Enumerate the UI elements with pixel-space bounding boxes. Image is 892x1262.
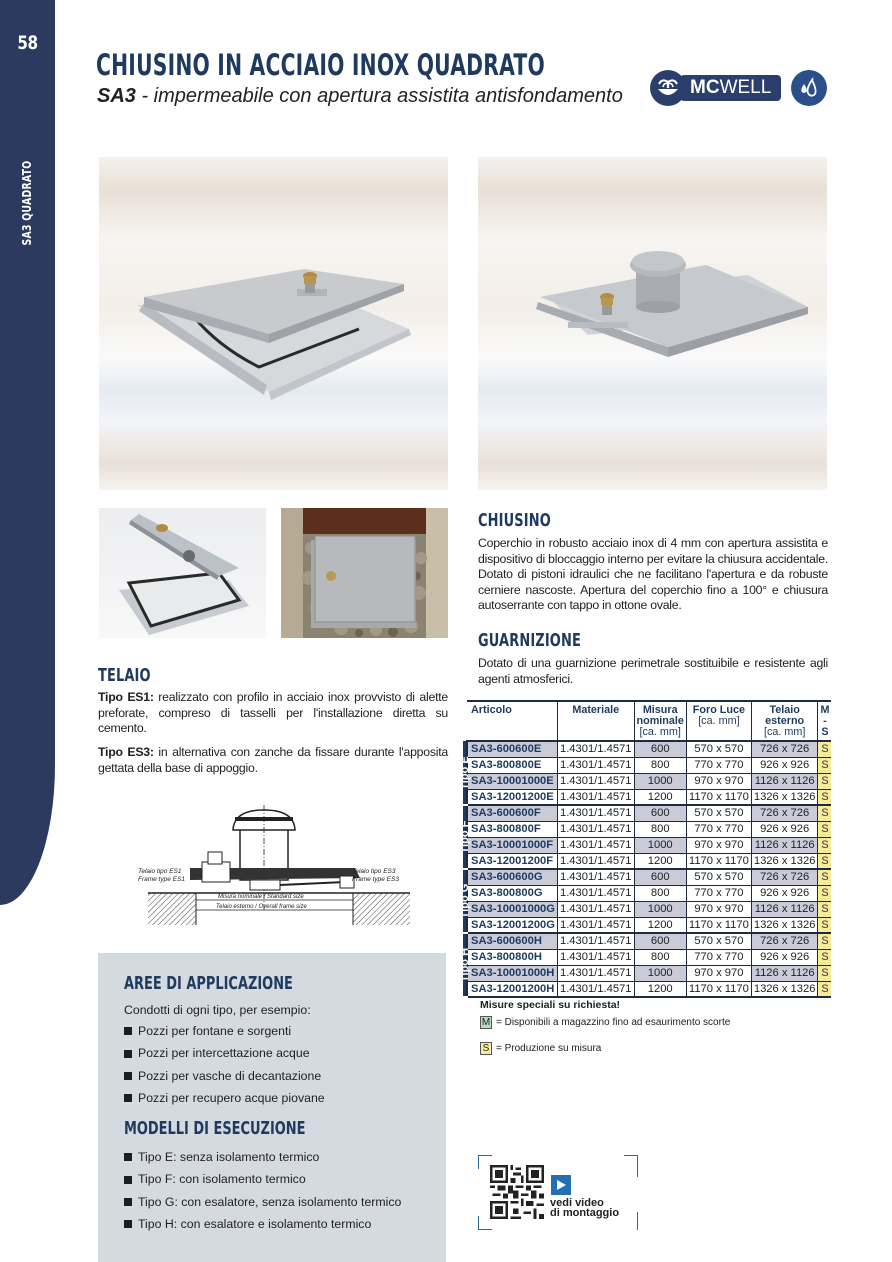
cell-articolo: SA3-12001200F <box>467 853 557 869</box>
cell-foro-luce: 1170 x 1170 <box>686 853 751 869</box>
cell-materiale: 1.4301/1.4571 <box>557 837 634 853</box>
col-foro-luce: Foro Luce [ca. mm] <box>686 701 751 741</box>
table-row <box>463 837 831 853</box>
cell-m-s: S <box>818 821 832 837</box>
cell-misura: 1000 <box>634 773 686 789</box>
chiusino-description: Coperchio in robusto acciaio inox di 4 mm con apertura assistita e dispositivo di bloccaggio interno per evitare la chiusura accidentale. Dotato di pistoni idraulici che ne facilitano l'apertura e da robuste cerniere nascoste. Apertura del coperchio fino a 100° e chiusura autoserrante con tappo in ottone ovale. <box>478 536 828 613</box>
cell-foro-luce: 1170 x 1170 <box>686 917 751 933</box>
cell-telaio-esterno: 926 x 926 <box>751 885 818 901</box>
cell-misura: 600 <box>634 933 686 949</box>
table-row <box>463 853 831 869</box>
cell-m-s: S <box>818 741 832 757</box>
bullet-icon <box>124 1027 132 1035</box>
applicazione-heading: AREE DI APPLICAZIONE <box>124 973 293 994</box>
cell-foro-luce: 970 x 970 <box>686 965 751 981</box>
cell-articolo: SA3-10001000F <box>467 837 557 853</box>
cell-materiale: 1.4301/1.4571 <box>557 869 634 885</box>
row-group-label: Tipo F <box>463 805 467 869</box>
corner-bracket <box>624 1155 638 1177</box>
col-materiale: Materiale <box>557 701 634 741</box>
cell-materiale: 1.4301/1.4571 <box>557 821 634 837</box>
cell-materiale: 1.4301/1.4571 <box>557 917 634 933</box>
cell-m-s: S <box>818 901 832 917</box>
cell-foro-luce: 570 x 570 <box>686 933 751 949</box>
cell-misura: 800 <box>634 885 686 901</box>
cell-m-s: S <box>818 837 832 853</box>
cell-telaio-esterno: 726 x 726 <box>751 741 818 757</box>
cell-misura: 1200 <box>634 981 686 997</box>
bullet-icon <box>124 1220 132 1228</box>
cell-articolo: SA3-10001000H <box>467 965 557 981</box>
cell-foro-luce: 770 x 770 <box>686 885 751 901</box>
diagram-dim-overall: Telaio esterno / Overall frame size <box>216 904 307 910</box>
cell-misura: 1000 <box>634 901 686 917</box>
cell-telaio-esterno: 1126 x 1126 <box>751 837 818 853</box>
cell-materiale: 1.4301/1.4571 <box>557 885 634 901</box>
cell-telaio-esterno: 1326 x 1326 <box>751 981 818 997</box>
telaio-es1-text: Tipo ES1: realizzato con profilo in acciaio inox provvisto di alette preforate, compreso di tasselli per l'installazione diretta su cemento. <box>98 690 448 736</box>
stock-key: M <box>481 1017 491 1028</box>
legend-m: M = Disponibili a magazzino fino ad esaurimento scorte <box>481 1017 731 1028</box>
cell-misura: 600 <box>634 741 686 757</box>
cell-foro-luce: 1170 x 1170 <box>686 981 751 997</box>
cell-articolo: SA3-10001000E <box>467 773 557 789</box>
applicazione-list <box>124 1020 325 1110</box>
cell-misura: 800 <box>634 949 686 965</box>
cell-articolo: SA3-600600G <box>467 869 557 885</box>
cell-m-s: S <box>818 773 832 789</box>
custom-key: S <box>480 1042 492 1055</box>
row-group-label: Tipo G <box>463 869 467 933</box>
table-row <box>463 789 831 805</box>
cell-materiale: 1.4301/1.4571 <box>557 949 634 965</box>
bullet-icon <box>124 1094 132 1102</box>
table-row <box>463 965 831 981</box>
cell-misura: 1000 <box>634 837 686 853</box>
cell-m-s: S <box>818 757 832 773</box>
cell-foro-luce: 1170 x 1170 <box>686 789 751 805</box>
cell-articolo: SA3-600600H <box>467 933 557 949</box>
cell-telaio-esterno: 926 x 926 <box>751 949 818 965</box>
cell-telaio-esterno: 926 x 926 <box>751 821 818 837</box>
cell-foro-luce: 570 x 570 <box>686 805 751 821</box>
cell-articolo: SA3-800800H <box>467 949 557 965</box>
fountain-icon <box>650 70 686 106</box>
cell-m-s: S <box>818 917 832 933</box>
telaio-es3-text: Tipo ES3: in alternativa con zanche da fissare durante l'apposita gettata della base di appoggio. <box>98 745 448 775</box>
cell-articolo: SA3-600600F <box>467 805 557 821</box>
cell-materiale: 1.4301/1.4571 <box>557 933 634 949</box>
cell-m-s: S <box>818 805 832 821</box>
modelli-list <box>124 1146 401 1236</box>
cell-articolo: SA3-800800G <box>467 885 557 901</box>
table-row <box>463 805 831 821</box>
telaio-heading: TELAIO <box>98 665 151 686</box>
page-title: CHIUSINO IN ACCIAIO INOX QUADRATO <box>96 48 545 82</box>
table-row <box>463 773 831 789</box>
cell-telaio-esterno: 726 x 726 <box>751 869 818 885</box>
video-caption: vedi video di montaggio <box>550 1197 620 1219</box>
cell-misura: 1000 <box>634 965 686 981</box>
table-row <box>463 901 831 917</box>
cell-articolo: SA3-12001200E <box>467 789 557 805</box>
table-row <box>463 741 831 757</box>
manhole-cover-with-vent-render <box>478 157 827 490</box>
table-row <box>463 949 831 965</box>
cell-articolo: SA3-800800F <box>467 821 557 837</box>
legend-s: S = Produzione su misura <box>480 1042 601 1055</box>
cell-materiale: 1.4301/1.4571 <box>557 901 634 917</box>
cell-misura: 600 <box>634 869 686 885</box>
guarnizione-heading: GUARNIZIONE <box>478 630 581 651</box>
sidebar-band <box>0 0 55 905</box>
bullet-icon <box>124 1198 132 1206</box>
diagram-label-es1: Telaio tipo ES1 Frame type ES1 <box>138 868 185 883</box>
cell-m-s: S <box>818 885 832 901</box>
col-articolo: Articolo <box>467 701 557 741</box>
cell-misura: 1200 <box>634 917 686 933</box>
table-row <box>463 821 831 837</box>
cell-foro-luce: 770 x 770 <box>686 821 751 837</box>
list-item: Pozzi per intercettazione acque <box>124 1042 325 1064</box>
cell-materiale: 1.4301/1.4571 <box>557 757 634 773</box>
list-item: Tipo F: con isolamento termico <box>124 1168 401 1190</box>
bullet-icon <box>124 1072 132 1080</box>
cell-misura: 800 <box>634 757 686 773</box>
cell-misura: 1200 <box>634 853 686 869</box>
cell-m-s: S <box>818 981 832 997</box>
diagram-dim-nominal: Misura nominale / Standard size <box>218 894 304 900</box>
cell-materiale: 1.4301/1.4571 <box>557 789 634 805</box>
chiusino-heading: CHIUSINO <box>478 510 551 531</box>
video-link[interactable] <box>478 1155 638 1230</box>
cell-telaio-esterno: 726 x 726 <box>751 933 818 949</box>
applicazione-intro: Condotti di ogni tipo, per esempio: <box>124 1003 311 1017</box>
cell-telaio-esterno: 726 x 726 <box>751 805 818 821</box>
col-m-s: M - S <box>818 701 832 741</box>
page-subtitle: SA3 - impermeabile con apertura assistita antisfondamento <box>97 85 623 107</box>
manhole-cover-open-render <box>99 508 266 638</box>
cell-foro-luce: 770 x 770 <box>686 757 751 773</box>
applications-panel <box>98 953 446 1262</box>
table-row <box>463 757 831 773</box>
manhole-cover-closed-render <box>99 157 448 490</box>
cell-articolo: SA3-800800E <box>467 757 557 773</box>
table-row <box>463 869 831 885</box>
cell-articolo: SA3-10001000G <box>467 901 557 917</box>
cell-articolo: SA3-12001200G <box>467 917 557 933</box>
cell-materiale: 1.4301/1.4571 <box>557 805 634 821</box>
table-row <box>463 981 831 997</box>
table-row <box>463 885 831 901</box>
cell-telaio-esterno: 1326 x 1326 <box>751 789 818 805</box>
manhole-cover-installed-photo <box>281 508 448 638</box>
bullet-icon <box>124 1050 132 1058</box>
product-table <box>458 700 831 998</box>
list-item: Tipo G: con esalatore, senza isolamento termico <box>124 1191 401 1213</box>
cell-foro-luce: 970 x 970 <box>686 901 751 917</box>
list-item: Tipo H: con esalatore e isolamento termico <box>124 1213 401 1235</box>
table-header-row <box>463 701 831 741</box>
cell-m-s: S <box>818 789 832 805</box>
cell-m-s: S <box>818 965 832 981</box>
special-sizes-note: Misure speciali su richiesta! <box>480 999 621 1011</box>
cell-misura: 800 <box>634 821 686 837</box>
cell-telaio-esterno: 1326 x 1326 <box>751 853 818 869</box>
cell-foro-luce: 570 x 570 <box>686 869 751 885</box>
cell-foro-luce: 570 x 570 <box>686 741 751 757</box>
table-row <box>463 917 831 933</box>
cell-telaio-esterno: 1126 x 1126 <box>751 901 818 917</box>
section-tab-label: SA3 QUADRATO <box>20 160 34 246</box>
cell-telaio-esterno: 1326 x 1326 <box>751 917 818 933</box>
corner-bracket <box>624 1212 638 1230</box>
row-group-label: Tipo E <box>463 741 467 805</box>
cell-m-s: S <box>818 933 832 949</box>
bullet-icon <box>124 1153 132 1161</box>
cell-foro-luce: 770 x 770 <box>686 949 751 965</box>
cell-misura: 600 <box>634 805 686 821</box>
col-telaio-esterno: Telaio esterno [ca. mm] <box>751 701 818 741</box>
mcwell-logo <box>650 70 827 106</box>
table-row <box>463 933 831 949</box>
cross-section-diagram <box>130 800 410 930</box>
guarnizione-description: Dotato di una guarnizione perimetrale sostituibile e resistente agli agenti atmosferici. <box>478 656 828 686</box>
list-item: Pozzi per recupero acque piovane <box>124 1087 325 1109</box>
water-drops-icon <box>791 70 827 106</box>
col-misura: Misura nominale [ca. mm] <box>634 701 686 741</box>
list-item: Pozzi per vasche di decantazione <box>124 1065 325 1087</box>
cell-foro-luce: 970 x 970 <box>686 837 751 853</box>
page-number: 58 <box>17 32 38 54</box>
cell-materiale: 1.4301/1.4571 <box>557 853 634 869</box>
play-icon[interactable] <box>551 1175 571 1195</box>
cell-articolo: SA3-12001200H <box>467 981 557 997</box>
brand-name: MC WELL <box>680 75 781 101</box>
cell-telaio-esterno: 1126 x 1126 <box>751 773 818 789</box>
cell-m-s: S <box>818 853 832 869</box>
cell-articolo: SA3-600600E <box>467 741 557 757</box>
row-group-label: Tipo H <box>463 933 467 997</box>
list-item: Tipo E: senza isolamento termico <box>124 1146 401 1168</box>
cell-materiale: 1.4301/1.4571 <box>557 741 634 757</box>
cell-telaio-esterno: 926 x 926 <box>751 757 818 773</box>
diagram-label-es3: Telaio tipo ES3 Frame type ES3 <box>352 868 399 883</box>
cell-m-s: S <box>818 949 832 965</box>
cell-telaio-esterno: 1126 x 1126 <box>751 965 818 981</box>
cell-materiale: 1.4301/1.4571 <box>557 981 634 997</box>
list-item: Pozzi per fontane e sorgenti <box>124 1020 325 1042</box>
cell-materiale: 1.4301/1.4571 <box>557 965 634 981</box>
cell-misura: 1200 <box>634 789 686 805</box>
qr-code-icon[interactable] <box>490 1165 544 1219</box>
cell-foro-luce: 970 x 970 <box>686 773 751 789</box>
cell-m-s: S <box>818 869 832 885</box>
cell-materiale: 1.4301/1.4571 <box>557 773 634 789</box>
bullet-icon <box>124 1176 132 1184</box>
modelli-heading: MODELLI DI ESECUZIONE <box>124 1118 306 1139</box>
